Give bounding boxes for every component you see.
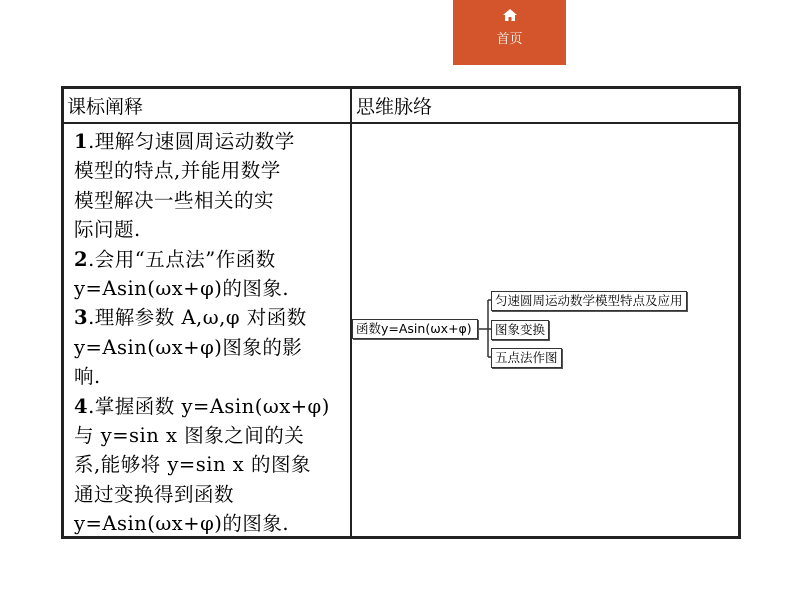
curriculum-line [74, 303, 346, 332]
item-text: 模型解决一些相关的实 [74, 188, 275, 212]
root-node: 函数y=Asin(ωx+φ) [352, 319, 478, 339]
curriculum-line [74, 450, 346, 479]
header-curriculum: 课标阐释 [67, 96, 144, 118]
curriculum-line [74, 392, 346, 421]
item-text: 响. [74, 365, 101, 389]
curriculum-line [74, 245, 346, 274]
item-number: 2 [74, 247, 89, 271]
header-mind-map: 思维脉络 [356, 96, 433, 118]
curriculum-line [74, 333, 346, 362]
item-text: 通过变换得到函数 [74, 482, 235, 506]
curriculum-line [74, 421, 346, 450]
curriculum-line [74, 509, 346, 538]
curriculum-line [74, 480, 346, 509]
curriculum-text [74, 127, 346, 539]
curriculum-line [74, 362, 346, 391]
item-text: 与 y=sin x 图象之间的关 [74, 424, 305, 448]
home-tab[interactable] [453, 0, 566, 65]
item-text: y=Asin(ωx+φ)图象的影 [74, 335, 303, 359]
curriculum-line [74, 186, 346, 215]
home-icon [503, 9, 517, 21]
branch-node-1: 匀速圆周运动数学模型特点及应用 [491, 291, 687, 311]
item-text: .会用“五点法”作函数 [88, 247, 276, 271]
item-text: y=Asin(ωx+φ)的图象. [74, 277, 290, 301]
item-text: .掌握函数 y=Asin(ωx+φ) [88, 394, 330, 418]
mind-map-diagram [348, 290, 740, 370]
branch-node-2: 图象变换 [491, 320, 549, 340]
item-text: y=Asin(ωx+φ)的图象. [74, 512, 290, 536]
home-label: 首页 [496, 32, 523, 47]
item-text: .理解参数 A,ω,φ 对函数 [88, 306, 307, 330]
item-number: 4 [74, 394, 89, 418]
curriculum-line [74, 274, 346, 303]
item-number: 1 [74, 130, 89, 153]
item-text: 系,能够将 y=sin x 的图象 [74, 453, 311, 477]
branch-node-3: 五点法作图 [491, 348, 562, 368]
curriculum-line [74, 156, 346, 185]
item-number: 3 [74, 306, 89, 330]
item-text: .理解匀速圆周运动数学 [88, 130, 295, 153]
curriculum-line [74, 215, 346, 244]
curriculum-line [74, 127, 346, 156]
item-text: 模型的特点,并能用数学 [74, 159, 281, 183]
item-text: 际问题. [74, 218, 141, 242]
